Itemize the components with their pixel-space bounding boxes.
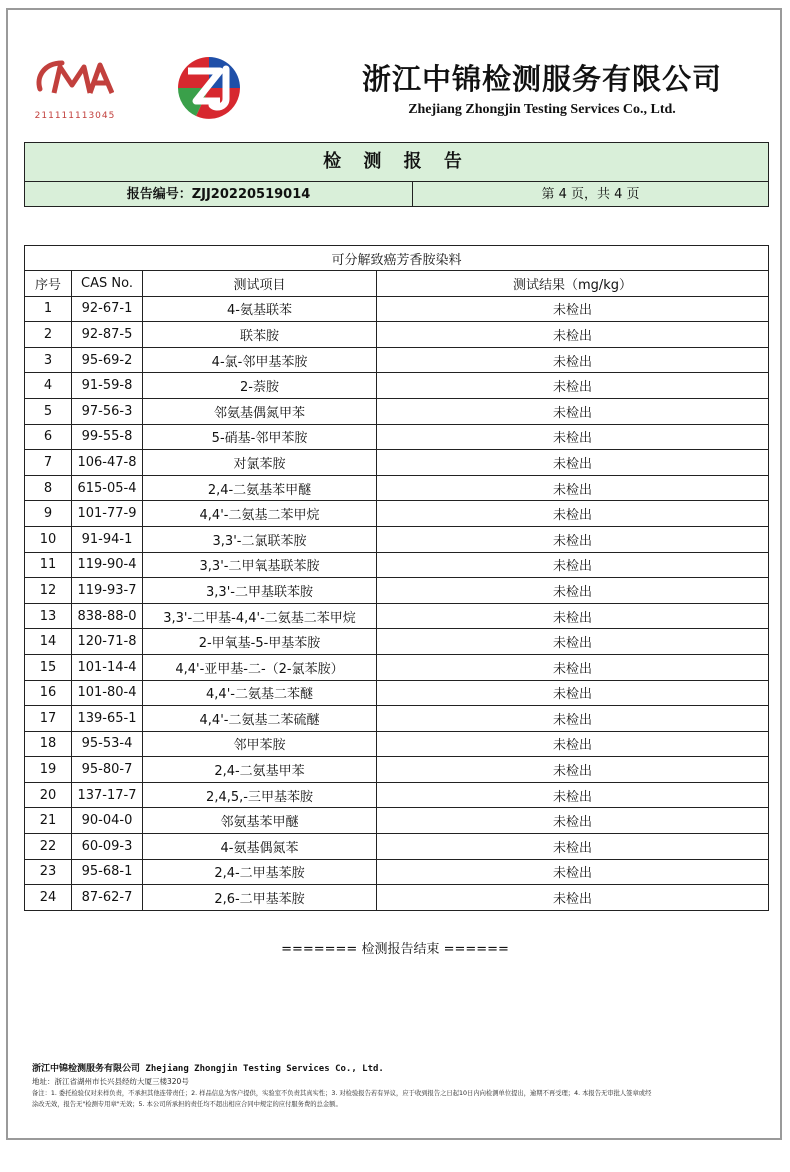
row-test-item: 5-硝基-邻甲苯胺	[143, 424, 377, 450]
row-index: 8	[25, 475, 72, 501]
row-index: 17	[25, 706, 72, 732]
row-cas: 91-94-1	[72, 526, 143, 552]
row-cas: 120-71-8	[72, 629, 143, 655]
row-index: 3	[25, 347, 72, 373]
row-result: 未检出	[377, 808, 769, 834]
table-row	[25, 757, 769, 783]
row-result: 未检出	[377, 885, 769, 911]
row-test-item: 3,3'-二氯联苯胺	[143, 526, 377, 552]
zj-logo-icon	[176, 55, 242, 121]
row-index: 13	[25, 603, 72, 629]
company-name-cn: 浙江中锦检测服务有限公司	[361, 62, 722, 96]
row-cas: 838-88-0	[72, 603, 143, 629]
report-end-line: ======= 检测报告结束 ======	[281, 942, 509, 957]
report-number-value: ZJJ20220519014	[191, 187, 311, 202]
row-index: 1	[25, 296, 72, 322]
row-result: 未检出	[377, 859, 769, 885]
table-row	[25, 296, 769, 322]
row-result: 未检出	[377, 552, 769, 578]
table-row	[25, 731, 769, 757]
table-row	[25, 450, 769, 476]
row-cas: 91-59-8	[72, 373, 143, 399]
row-cas: 95-80-7	[72, 757, 143, 783]
table-row	[25, 680, 769, 706]
row-index: 5	[25, 398, 72, 424]
row-cas: 90-04-0	[72, 808, 143, 834]
results-body	[25, 296, 769, 910]
row-cas: 137-17-7	[72, 782, 143, 808]
row-cas: 92-67-1	[72, 296, 143, 322]
row-index: 23	[25, 859, 72, 885]
table-row	[25, 552, 769, 578]
row-cas: 95-68-1	[72, 859, 143, 885]
document-footer	[32, 1061, 762, 1109]
table-row	[25, 526, 769, 552]
table-row	[25, 398, 769, 424]
table-row	[25, 706, 769, 732]
row-index: 21	[25, 808, 72, 834]
footer-company: 浙江中锦检测服务有限公司 Zhejiang Zhongjin Testing Services Co., Ltd.	[32, 1064, 384, 1074]
company-name-en: Zhejiang Zhongjin Testing Services Co., Ltd.	[408, 102, 676, 117]
row-cas: 97-56-3	[72, 398, 143, 424]
row-index: 24	[25, 885, 72, 911]
row-cas: 106-47-8	[72, 450, 143, 476]
row-cas: 615-05-4	[72, 475, 143, 501]
cma-logo	[30, 59, 120, 129]
row-cas: 119-90-4	[72, 552, 143, 578]
row-cas: 60-09-3	[72, 834, 143, 860]
row-result: 未检出	[377, 450, 769, 476]
table-caption: 可分解致癌芳香胺染料	[25, 246, 769, 271]
table-row	[25, 629, 769, 655]
row-cas: 87-62-7	[72, 885, 143, 911]
header-test-item: 测试项目	[143, 271, 377, 297]
row-index: 9	[25, 501, 72, 527]
row-result: 未检出	[377, 347, 769, 373]
row-test-item: 4,4'-亚甲基-二-（2-氯苯胺）	[143, 654, 377, 680]
row-result: 未检出	[377, 398, 769, 424]
row-index: 7	[25, 450, 72, 476]
row-index: 19	[25, 757, 72, 783]
cma-number: 211111113045	[34, 111, 116, 121]
row-test-item: 邻氨基偶氮甲苯	[143, 398, 377, 424]
row-test-item: 4-氨基联苯	[143, 296, 377, 322]
row-index: 20	[25, 782, 72, 808]
row-test-item: 邻氨基苯甲醚	[143, 808, 377, 834]
table-row	[25, 859, 769, 885]
report-meta-row	[25, 182, 768, 207]
row-result: 未检出	[377, 424, 769, 450]
cma-mark-icon	[34, 59, 114, 101]
row-test-item: 2-甲氧基-5-甲基苯胺	[143, 629, 377, 655]
table-header-row	[25, 271, 769, 297]
row-test-item: 2,4-二氨基苯甲醚	[143, 475, 377, 501]
row-test-item: 4-氯-邻甲基苯胺	[143, 347, 377, 373]
table-row	[25, 347, 769, 373]
row-result: 未检出	[377, 680, 769, 706]
row-result: 未检出	[377, 296, 769, 322]
row-test-item: 3,3'-二甲氧基联苯胺	[143, 552, 377, 578]
row-test-item: 2,4-二氨基甲苯	[143, 757, 377, 783]
row-index: 16	[25, 680, 72, 706]
row-index: 6	[25, 424, 72, 450]
row-test-item: 3,3'-二甲基联苯胺	[143, 578, 377, 604]
table-row	[25, 578, 769, 604]
row-cas: 101-80-4	[72, 680, 143, 706]
table-caption-row	[25, 246, 769, 271]
row-result: 未检出	[377, 834, 769, 860]
footer-note-2: 涂改无效，报告无"检测专用章"无效；5. 本公司所承担的责任均不超出相应合同中规定的应付服务费的总金额。	[32, 1101, 342, 1108]
row-index: 18	[25, 731, 72, 757]
row-index: 2	[25, 322, 72, 348]
row-result: 未检出	[377, 731, 769, 757]
table-row	[25, 834, 769, 860]
row-result: 未检出	[377, 475, 769, 501]
row-test-item: 2,4-二甲基苯胺	[143, 859, 377, 885]
row-test-item: 4,4'-二氨基二苯硫醚	[143, 706, 377, 732]
row-result: 未检出	[377, 526, 769, 552]
row-index: 10	[25, 526, 72, 552]
report-info-box	[24, 142, 769, 207]
row-cas: 101-77-9	[72, 501, 143, 527]
row-test-item: 2,4,5,-三甲基苯胺	[143, 782, 377, 808]
row-test-item: 联苯胺	[143, 322, 377, 348]
row-cas: 101-14-4	[72, 654, 143, 680]
row-cas: 95-53-4	[72, 731, 143, 757]
table-row	[25, 782, 769, 808]
footer-note-1: 备注：1. 委托检验仅对来样负责，不承担其他连带责任；2. 样品信息为客户提供，实验室不负责其真实性；3. 对检验报告若有异议，应于收到报告之日起10日内向检测单位提出，逾期不再受理；4. 本报告无审批人签章或经	[32, 1090, 652, 1097]
row-result: 未检出	[377, 654, 769, 680]
report-number	[25, 182, 413, 207]
row-result: 未检出	[377, 501, 769, 527]
header-cas: CAS No.	[72, 271, 143, 297]
row-cas: 92-87-5	[72, 322, 143, 348]
table-row	[25, 373, 769, 399]
table-row	[25, 654, 769, 680]
row-cas: 95-69-2	[72, 347, 143, 373]
row-index: 11	[25, 552, 72, 578]
row-result: 未检出	[377, 578, 769, 604]
row-test-item: 3,3'-二甲基-4,4'-二氨基二苯甲烷	[143, 603, 377, 629]
table-row	[25, 475, 769, 501]
row-result: 未检出	[377, 629, 769, 655]
row-cas: 139-65-1	[72, 706, 143, 732]
row-result: 未检出	[377, 322, 769, 348]
company-name-block	[322, 57, 762, 118]
report-title: 检 测 报 告	[25, 143, 768, 182]
row-result: 未检出	[377, 757, 769, 783]
results-table	[24, 245, 769, 911]
row-index: 15	[25, 654, 72, 680]
row-test-item: 4,4'-二氨基二苯醚	[143, 680, 377, 706]
row-index: 4	[25, 373, 72, 399]
row-index: 12	[25, 578, 72, 604]
row-test-item: 对氯苯胺	[143, 450, 377, 476]
table-row	[25, 322, 769, 348]
row-result: 未检出	[377, 706, 769, 732]
table-row	[25, 603, 769, 629]
row-test-item: 2,6-二甲基苯胺	[143, 885, 377, 911]
row-cas: 99-55-8	[72, 424, 143, 450]
header-index: 序号	[25, 271, 72, 297]
table-row	[25, 808, 769, 834]
header-result: 测试结果（mg/kg）	[377, 271, 769, 297]
report-number-label: 报告编号：	[126, 187, 192, 202]
row-cas: 119-93-7	[72, 578, 143, 604]
row-result: 未检出	[377, 603, 769, 629]
footer-address: 地址：浙江省湖州市长兴县经纺大厦三楼320号	[32, 1077, 189, 1086]
table-row	[25, 885, 769, 911]
row-result: 未检出	[377, 373, 769, 399]
document-header	[30, 55, 760, 135]
row-index: 14	[25, 629, 72, 655]
row-test-item: 4-氨基偶氮苯	[143, 834, 377, 860]
row-test-item: 2-萘胺	[143, 373, 377, 399]
table-row	[25, 424, 769, 450]
row-index: 22	[25, 834, 72, 860]
row-result: 未检出	[377, 782, 769, 808]
report-page-info: 第 4 页，共 4 页	[541, 187, 640, 202]
table-row	[25, 501, 769, 527]
row-test-item: 4,4'-二氨基二苯甲烷	[143, 501, 377, 527]
row-test-item: 邻甲苯胺	[143, 731, 377, 757]
